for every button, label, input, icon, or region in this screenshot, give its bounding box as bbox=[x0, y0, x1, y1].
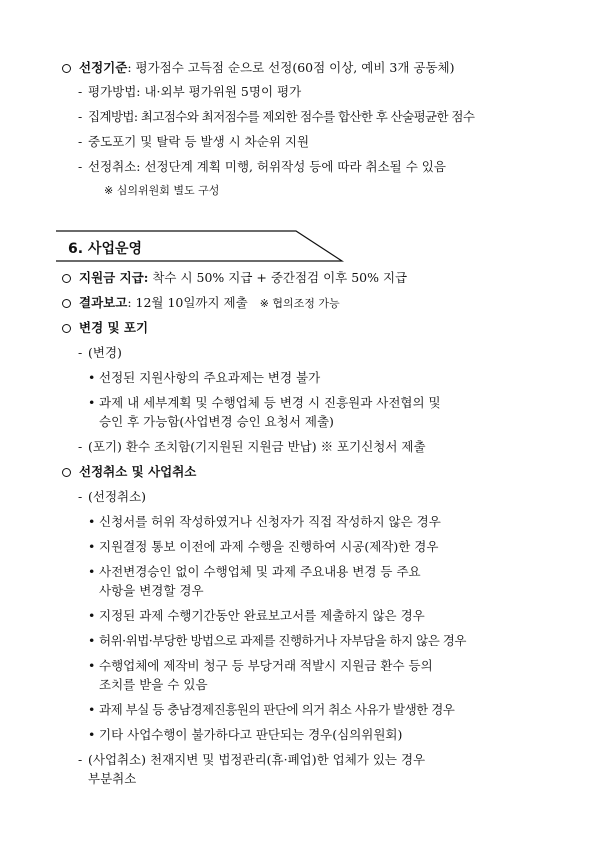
list-item: • 선정된 지원사항의 주요과제는 변경 불가 bbox=[88, 370, 321, 385]
cancellation-line bbox=[62, 464, 196, 480]
list-item-text: 승인 후 가능함(사업변경 승인 요청서 제출) bbox=[99, 414, 334, 429]
list-item-continued bbox=[99, 677, 208, 693]
list-item-text: 지정된 과제 수행기간동안 완료보고서를 제출하지 않은 경우 bbox=[99, 608, 425, 623]
result-report-line bbox=[62, 295, 340, 312]
list-item-text: 선정된 지원사항의 주요과제는 변경 불가 bbox=[99, 370, 321, 385]
list-item-continued bbox=[99, 414, 334, 430]
result-report-text: : 12월 10일까지 제출 bbox=[127, 295, 248, 310]
giveup-text: (포기) 환수 조치함(기지원된 지원금 반납) ※ 포기신청서 제출 bbox=[88, 439, 426, 454]
list-item-text: 신청서를 허위 작성하였거나 신청자가 직접 작성하지 않은 경우 bbox=[99, 514, 441, 529]
dropout-line: - 중도포기 및 탈락 등 발생 시 차순위 지원 bbox=[78, 134, 310, 149]
circle-bullet-icon bbox=[62, 64, 71, 73]
business-cancel-text: (사업취소) 천재지변 및 법정관리(휴·폐업)한 업체가 있는 경우 bbox=[88, 752, 426, 767]
list-item-text: 조치를 받을 수 있음 bbox=[99, 677, 208, 692]
section-title: 6. 사업운영 bbox=[68, 241, 143, 257]
list-item: • 지정된 과제 수행기간동안 완료보고서를 제출하지 않은 경우 bbox=[88, 608, 425, 623]
result-report-heading: 결과보고 bbox=[79, 295, 128, 310]
circle-bullet-icon bbox=[62, 468, 71, 477]
list-item: • 지원결정 통보 이전에 과제 수행을 진행하여 시공(제작)한 경우 bbox=[88, 539, 439, 554]
change-subheading-text: (변경) bbox=[88, 345, 122, 360]
list-item-continued bbox=[99, 583, 204, 599]
eval-method-line: - 평가방법: 내·외부 평가위원 5명이 평가 bbox=[78, 84, 302, 99]
dropout-text: 중도포기 및 탈락 등 발생 시 차순위 지원 bbox=[88, 134, 310, 149]
list-item-text: 과제 내 세부계획 및 수행업체 등 변경 시 진흥원과 사전협의 및 bbox=[99, 395, 441, 410]
selection-criteria-line bbox=[62, 60, 454, 76]
circle-bullet-icon bbox=[62, 274, 71, 283]
result-report-note: ※ 협의조정 가능 bbox=[259, 297, 340, 310]
grant-payment-text: 착수 시 50% 지급 + 중간점검 이후 50% 지급 bbox=[148, 270, 408, 285]
list-item: • 허위·위법·부당한 방법으로 과제를 진행하거나 자부담을 하지 않은 경우 bbox=[88, 633, 466, 648]
grant-payment-heading: 지원금 지급: bbox=[79, 270, 149, 285]
business-cancel-continued bbox=[88, 771, 136, 787]
list-item: • 기타 사업수행이 불가하다고 판단되는 경우(심의위원회) bbox=[88, 727, 403, 742]
list-item: • 사전변경승인 없이 수행업체 및 과제 주요내용 변경 등 주요 bbox=[88, 564, 421, 579]
business-cancel-line: - (사업취소) 천재지변 및 법정관리(휴·폐업)한 업체가 있는 경우 bbox=[78, 752, 426, 767]
cancellation-heading: 선정취소 및 사업취소 bbox=[79, 464, 197, 479]
circle-bullet-icon bbox=[62, 324, 71, 333]
selection-criteria-heading: 선정기준 bbox=[79, 60, 128, 75]
cancel-selection-line: - 선정취소: 선정단계 계획 미행, 허위작성 등에 따라 취소될 수 있음 bbox=[78, 159, 446, 174]
list-item-text: 허위·위법·부당한 방법으로 과제를 진행하거나 자부담을 하지 않은 경우 bbox=[99, 633, 466, 648]
giveup-line: - (포기) 환수 조치함(기지원된 지원금 반납) ※ 포기신청서 제출 bbox=[78, 439, 426, 454]
change-subheading: - (변경) bbox=[78, 345, 122, 360]
tally-method-text: 집계방법: 최고점수와 최저점수를 제외한 점수를 합산한 후 산술평균한 점수 bbox=[88, 109, 475, 124]
list-item: • 과제 내 세부계획 및 수행업체 등 변경 시 진흥원과 사전협의 및 bbox=[88, 395, 441, 410]
selection-cancel-subheading-text: (선정취소) bbox=[88, 489, 147, 504]
cancel-selection-text: 선정취소: 선정단계 계획 미행, 허위작성 등에 따라 취소될 수 있음 bbox=[88, 159, 446, 174]
committee-note: ※ 심의위원회 별도 구성 bbox=[104, 184, 220, 197]
change-giveup-line bbox=[62, 320, 148, 336]
business-cancel-text: 부분취소 bbox=[88, 771, 137, 786]
list-item-text: 과제 부실 등 충남경제진흥원의 판단에 의거 취소 사유가 발생한 경우 bbox=[99, 702, 455, 717]
list-item-text: 수행업체에 제작비 청구 등 부당거래 적발시 지원금 환수 등의 bbox=[99, 658, 433, 673]
grant-payment-line bbox=[62, 270, 407, 286]
list-item: • 과제 부실 등 충남경제진흥원의 판단에 의거 취소 사유가 발생한 경우 bbox=[88, 702, 455, 717]
change-giveup-heading: 변경 및 포기 bbox=[79, 320, 149, 335]
section-header bbox=[56, 230, 346, 262]
tally-method-line: - 집계방법: 최고점수와 최저점수를 제외한 점수를 합산한 후 산술평균한 점수 bbox=[78, 109, 475, 124]
eval-method-text: 평가방법: 내·외부 평가위원 5명이 평가 bbox=[88, 84, 302, 99]
list-item-text: 지원결정 통보 이전에 과제 수행을 진행하여 시공(제작)한 경우 bbox=[99, 539, 439, 554]
selection-cancel-subheading: - (선정취소) bbox=[78, 489, 147, 504]
list-item-text: 기타 사업수행이 불가하다고 판단되는 경우(심의위원회) bbox=[99, 727, 403, 742]
list-item: • 신청서를 허위 작성하였거나 신청자가 직접 작성하지 않은 경우 bbox=[88, 514, 441, 529]
circle-bullet-icon bbox=[62, 299, 71, 308]
list-item-text: 사전변경승인 없이 수행업체 및 과제 주요내용 변경 등 주요 bbox=[99, 564, 421, 579]
list-item: • 수행업체에 제작비 청구 등 부당거래 적발시 지원금 환수 등의 bbox=[88, 658, 433, 673]
list-item-text: 사항을 변경할 경우 bbox=[99, 583, 204, 598]
selection-criteria-text: : 평가점수 고득점 순으로 선정(60점 이상, 예비 3개 공동체) bbox=[127, 60, 455, 75]
